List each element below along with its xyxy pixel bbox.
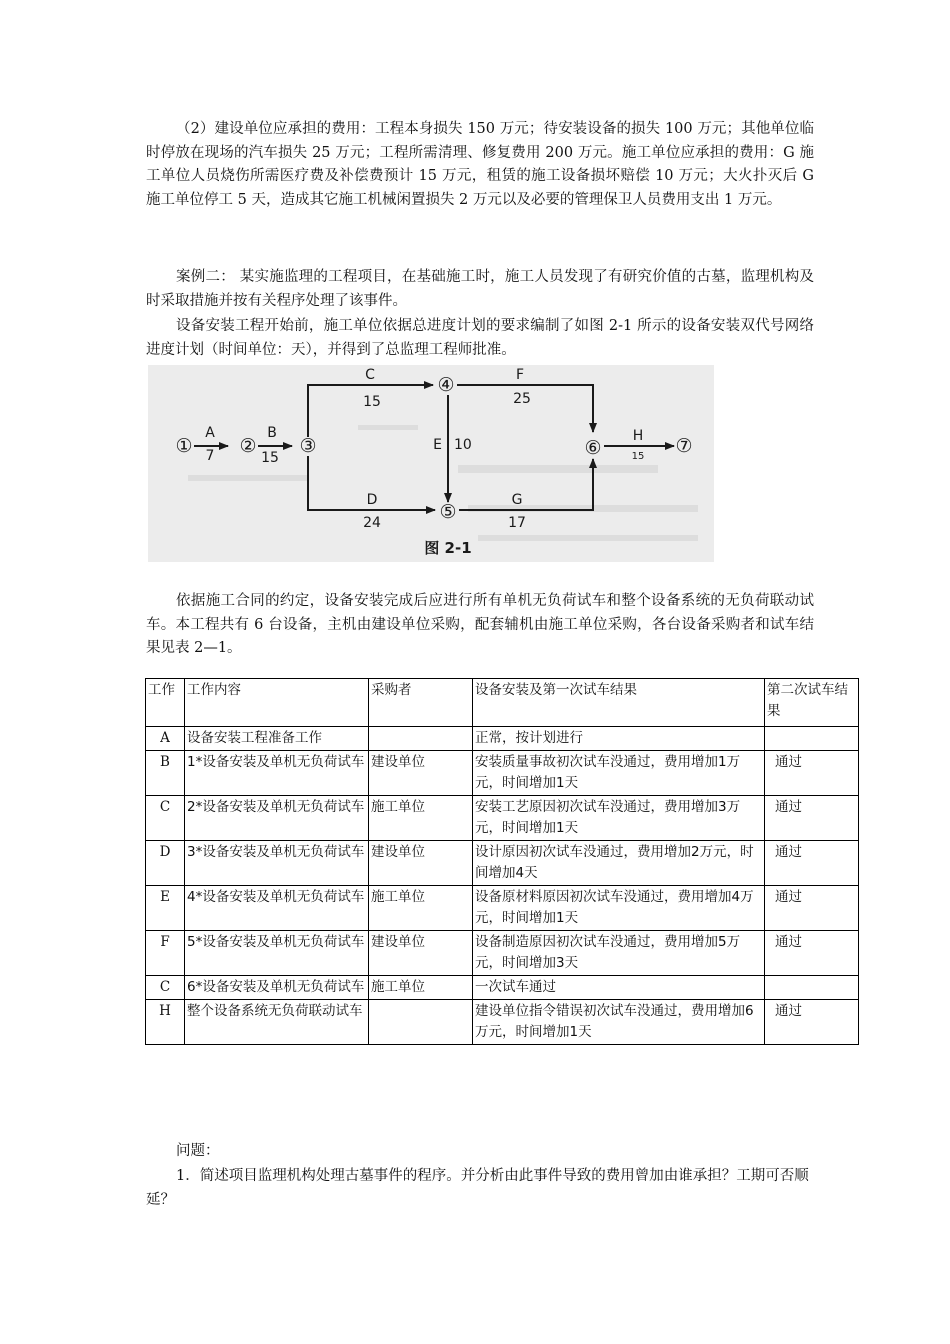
- figure-caption: 图 2-1: [424, 539, 472, 557]
- network-node: ②: [239, 435, 257, 457]
- activity-label: E: [433, 437, 442, 453]
- table-row: [146, 931, 859, 976]
- cell-second-trial: 通过: [765, 886, 859, 931]
- paragraph-network-plan: 设备安装工程开始前，施工单位依据总进度计划的要求编制了如图 2-1 所示的设备安装双代号网络进度计划（时间单位：天），并得到了总监理工程师批准。: [146, 318, 814, 358]
- activity-duration: 15: [363, 394, 381, 410]
- cell-second-trial: [765, 727, 859, 751]
- cell-purchaser: 建设单位: [369, 841, 473, 886]
- questions-heading: 问题：: [176, 1143, 220, 1159]
- cell-second-trial: [765, 976, 859, 1000]
- header-second-trial: 第二次试车结果: [765, 679, 859, 727]
- cell-first-trial: 设备制造原因初次试车没通过，费用增加5万元，时间增加3天: [473, 931, 765, 976]
- table-row: [146, 841, 859, 886]
- activity-duration: 25: [513, 391, 531, 407]
- cell-purchaser: [369, 1000, 473, 1045]
- activity-duration: 7: [205, 448, 215, 464]
- activity-label: F: [515, 367, 525, 383]
- cell-work: C: [146, 976, 185, 1000]
- network-node: ⑦: [675, 435, 693, 457]
- network-node: ①: [175, 435, 193, 457]
- trial-results-table: [145, 678, 859, 1045]
- question-one: 1．简述项目监理机构处理古墓事件的程序。并分析由此事件导致的费用曾加由谁承担？工期可否顺延？: [146, 1168, 809, 1208]
- cell-first-trial: 一次试车通过: [473, 976, 765, 1000]
- header-content: 工作内容: [185, 679, 369, 727]
- header-first-trial: 设备安装及第一次试车结果: [473, 679, 765, 727]
- activity-duration: 24: [363, 515, 381, 531]
- cell-work: E: [146, 886, 185, 931]
- cell-content: 设备安装工程准备工作: [185, 727, 369, 751]
- cell-second-trial: 通过: [765, 796, 859, 841]
- activity-duration: 10: [454, 437, 472, 453]
- activity-label: G: [511, 492, 523, 508]
- cell-content: 整个设备系统无负荷联动试车: [185, 1000, 369, 1045]
- cell-work: A: [146, 727, 185, 751]
- activity-label: H: [632, 428, 644, 444]
- network-diagram-figure: [148, 365, 714, 562]
- cell-first-trial: 设备原材料原因初次试车没通过，费用增加4万元，时间增加1天: [473, 886, 765, 931]
- cell-first-trial: 安装质量事故初次试车没通过，费用增加1万元，时间增加1天: [473, 751, 765, 796]
- activity-label: D: [366, 492, 378, 508]
- cell-content: 4*设备安装及单机无负荷试车: [185, 886, 369, 931]
- cell-second-trial: 通过: [765, 841, 859, 886]
- activity-label: C: [365, 367, 375, 383]
- network-node: ③: [299, 435, 317, 457]
- activity-label: B: [267, 425, 277, 441]
- cell-content: 5*设备安装及单机无负荷试车: [185, 931, 369, 976]
- table-row: [146, 751, 859, 796]
- network-node: ⑥: [584, 437, 602, 459]
- cell-second-trial: 通过: [765, 931, 859, 976]
- cell-first-trial: 设计原因初次试车没通过，费用增加2万元，时间增加4天: [473, 841, 765, 886]
- cell-first-trial: 建设单位指令错误初次试车没通过，费用增加6万元，时间增加1天: [473, 1000, 765, 1045]
- header-purchaser: 采购者: [369, 679, 473, 727]
- cell-content: 6*设备安装及单机无负荷试车: [185, 976, 369, 1000]
- cell-work: B: [146, 751, 185, 796]
- cell-second-trial: 通过: [765, 751, 859, 796]
- cell-purchaser: 施工单位: [369, 796, 473, 841]
- table-header-row: [146, 679, 859, 727]
- paragraph-trial-run: 依据施工合同的约定，设备安装完成后应进行所有单机无负荷试车和整个设备系统的无负荷联动试车。本工程共有 6 台设备，主机由建设单位采购，配套辅机由施工单位采购，各台设备采购者和试车结果见表 2—1。: [146, 593, 814, 656]
- cell-content: 3*设备安装及单机无负荷试车: [185, 841, 369, 886]
- cell-purchaser: 施工单位: [369, 976, 473, 1000]
- network-node: ⑤: [439, 501, 457, 523]
- cell-first-trial: 正常，按计划进行: [473, 727, 765, 751]
- cell-purchaser: 建设单位: [369, 931, 473, 976]
- cell-work: F: [146, 931, 185, 976]
- cell-content: 2*设备安装及单机无负荷试车: [185, 796, 369, 841]
- table-row: [146, 727, 859, 751]
- cell-first-trial: 安装工艺原因初次试车没通过，费用增加3万元，时间增加1天: [473, 796, 765, 841]
- activity-duration: 15: [631, 451, 645, 462]
- paragraph-case-two: 案例二： 某实施监理的工程项目，在基础施工时，施工人员发现了有研究价值的古墓，监理机构及时采取措施并按有关程序处理了该事件。: [146, 269, 814, 309]
- cell-purchaser: 施工单位: [369, 886, 473, 931]
- cell-work: D: [146, 841, 185, 886]
- paragraph-costs: （2）建设单位应承担的费用：工程本身损失 150 万元；待安装设备的损失 100 万元；其他单位临时停放在现场的汽车损失 25 万元；工程所需清理、修复费用 200 万元。施工单位应承担的费用：G 施工单位人员烧伤所需医疗费及补偿费预计 15 万元，租赁的施工设备损坏赔偿 10 万元；大火扑灭后 G 施工单位停工 5 天，造成其它施工机械闲置损失 2 万元以及必要的管理保卫人员费用支出 1 万元。: [146, 121, 814, 208]
- cell-work: H: [146, 1000, 185, 1045]
- network-node: ④: [437, 374, 455, 396]
- header-work: 工作: [146, 679, 185, 727]
- cell-purchaser: 建设单位: [369, 751, 473, 796]
- cell-work: C: [146, 796, 185, 841]
- table-row: [146, 976, 859, 1000]
- table-row: [146, 1000, 859, 1045]
- cell-purchaser: [369, 727, 473, 751]
- table-row: [146, 886, 859, 931]
- table-row: [146, 796, 859, 841]
- activity-label: A: [205, 425, 215, 441]
- figure-background: [148, 365, 714, 562]
- activity-duration: 17: [508, 515, 526, 531]
- activity-duration: 15: [261, 450, 279, 466]
- cell-content: 1*设备安装及单机无负荷试车: [185, 751, 369, 796]
- cell-second-trial: 通过: [765, 1000, 859, 1045]
